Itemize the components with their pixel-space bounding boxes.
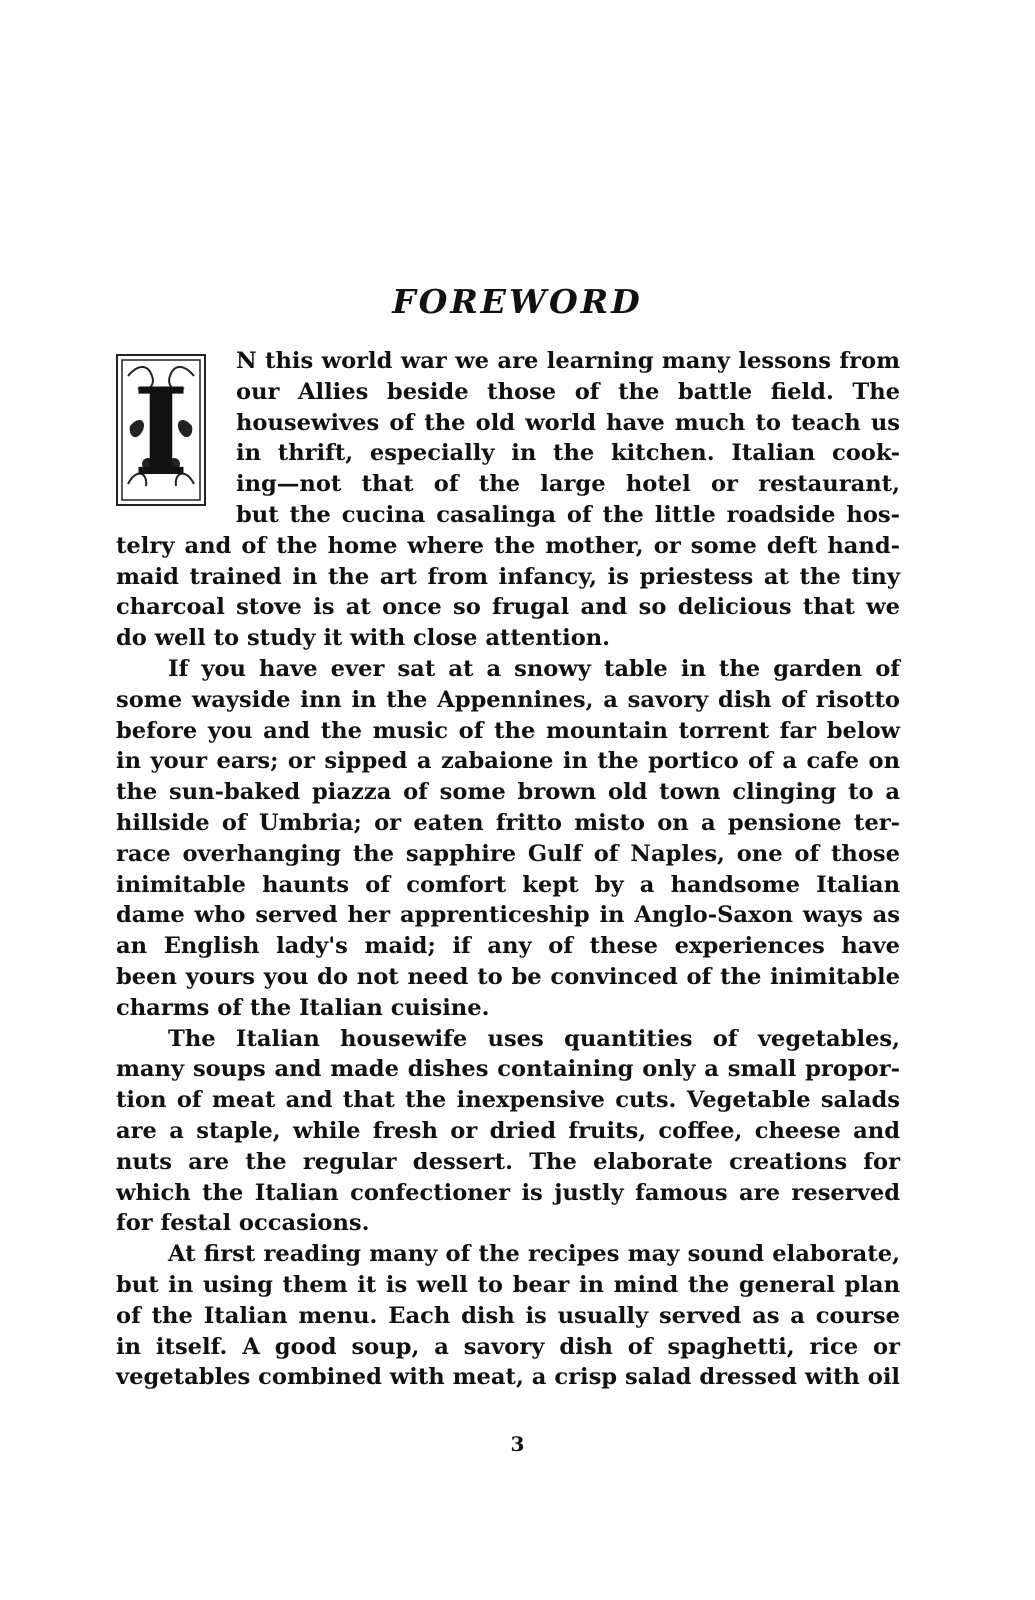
text-line: vegetables combined with meat, a crisp salad dressed with oil	[116, 1364, 900, 1391]
text-line: some wayside inn in the Appennines, a savory dish of risotto	[116, 686, 900, 713]
text-line: for festal occasions.	[116, 1210, 370, 1237]
text-line: maid trained in the art from infancy, is priestess at the tiny	[116, 563, 900, 590]
text-line: but the cucina casalinga of the little roadside hos-	[236, 501, 900, 528]
text-line: At first reading many of the recipes may sound elaborate,	[168, 1241, 900, 1268]
text-line: many soups and made dishes containing only a small propor-	[116, 1056, 900, 1083]
paragraph-1	[116, 346, 900, 654]
paragraph-4	[116, 1239, 900, 1393]
text-line: in itself. A good soup, a savory dish of spaghetti, rice or	[116, 1333, 900, 1360]
text-line: inimitable haunts of comfort kept by a handsome Italian	[116, 871, 900, 898]
text-line: of the Italian menu. Each dish is usually served as a course	[116, 1302, 900, 1329]
text-line: charcoal stove is at once so frugal and so delicious that we	[116, 594, 900, 621]
text-line: telry and of the home where the mother, or some deft hand-	[116, 532, 900, 559]
text-line: do well to study it with close attention.	[116, 625, 611, 652]
text-line: The Italian housewife uses quantities of vegetables,	[168, 1025, 900, 1052]
text-line: race overhanging the sapphire Gulf of Naples, one of those	[116, 840, 900, 867]
text-line: ing—not that of the large hotel or restaurant,	[236, 471, 900, 498]
text-line: nuts are the regular dessert. The elaborate creations for	[116, 1148, 900, 1175]
text-line: are a staple, while fresh or dried fruits, coffee, cheese and	[116, 1117, 900, 1144]
text-line: our Allies beside those of the battle field. The	[236, 378, 900, 405]
text-line: dame who served her apprenticeship in Anglo-Saxon ways as	[116, 902, 900, 929]
text-line: charms of the Italian cuisine.	[116, 994, 490, 1021]
text-line: tion of meat and that the inexpensive cuts. Vegetable salads	[116, 1087, 900, 1114]
text-line: N this world war we are learning many lessons from	[236, 348, 900, 374]
text-line: been yours you do not need to be convinced of the inimitable	[116, 963, 900, 990]
text-line: housewives of the old world have much to teach us	[236, 409, 900, 436]
text-line: before you and the music of the mountain torrent far below	[116, 717, 900, 744]
page-title: FOREWORD	[392, 282, 643, 321]
text-line: but in using them it is well to bear in mind the general plan	[116, 1271, 900, 1298]
text-line: an English lady's maid; if any of these experiences have	[116, 933, 900, 960]
paragraph-2	[116, 654, 900, 1024]
foreword-body	[116, 346, 900, 1393]
text-line: in thrift, especially in the kitchen. Italian cook-	[236, 440, 900, 467]
text-line: which the Italian confectioner is justly famous are reserved	[116, 1179, 900, 1206]
text-line: the sun-baked piazza of some brown old town clinging to a	[116, 779, 900, 806]
paragraph-3	[116, 1024, 900, 1240]
text-line: in your ears; or sipped a zabaione in the portico of a cafe on	[116, 748, 900, 775]
page-number: 3	[510, 1432, 525, 1456]
text-line: If you have ever sat at a snowy table in the garden of	[168, 655, 900, 682]
drop-cap-letter: I	[132, 362, 190, 503]
text-line: hillside of Umbria; or eaten fritto misto on a pensione ter-	[116, 809, 900, 836]
